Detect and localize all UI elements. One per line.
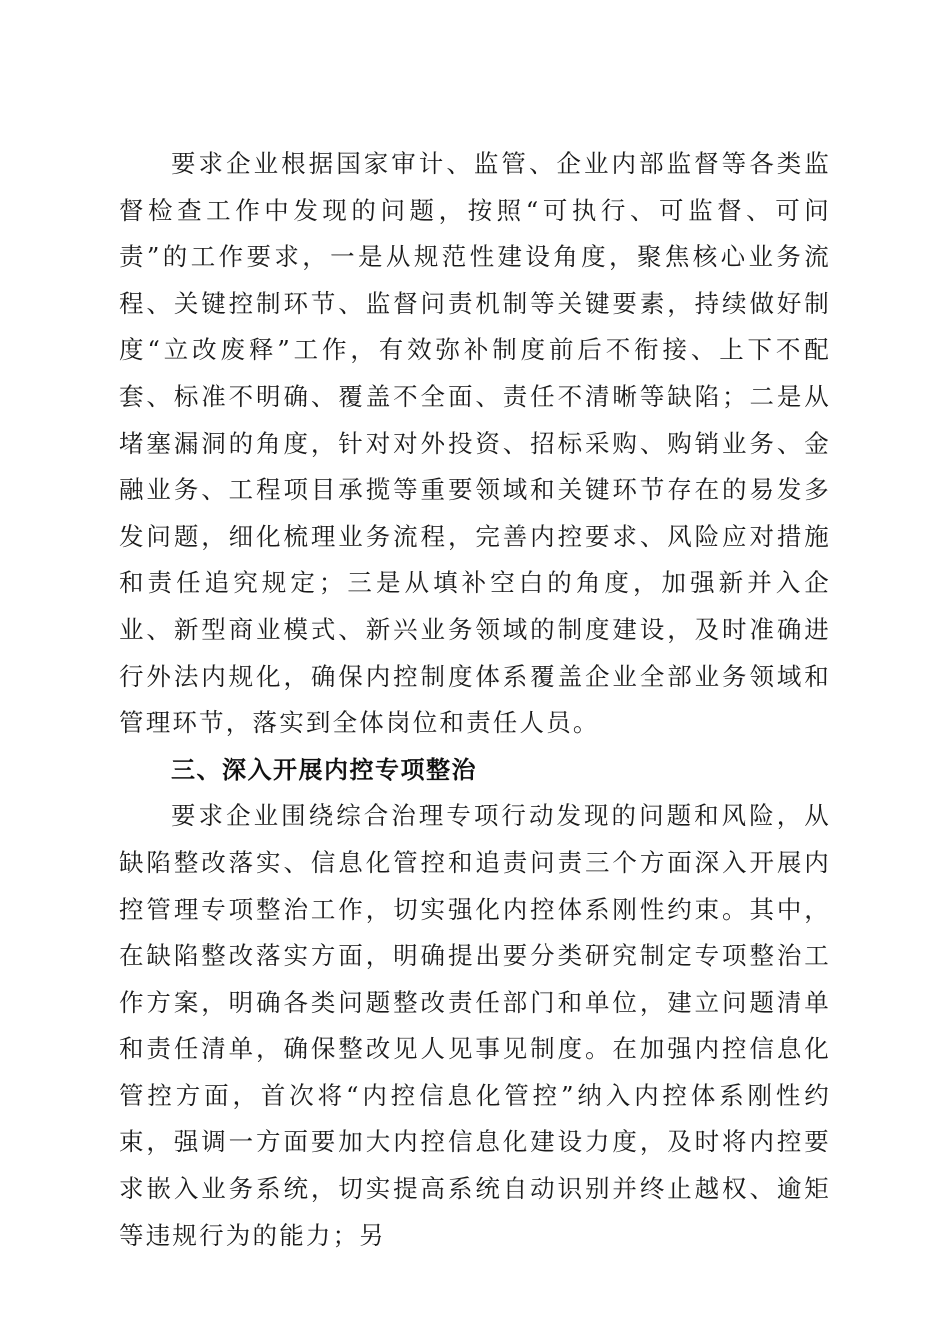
section-heading: 三、深入开展内控专项整治 [171, 755, 477, 784]
body-paragraph: 要求企业围绕综合治理专项行动发现的问题和风险，从缺陷整改落实、信息化管控和追责问责三个方面深入开展内控管理专项整治工作，切实强化内控体系刚性约束。其中，在缺陷整改落实方面，明确提出要分类研究制定专项整治工作方案，明确各类问题整改责任部门和单位，建立问题清单和责任清单，确保整改见人见事见制度。在加强内控信息化管控方面，首次将“内控信息化管控”纳入内控体系刚性约束，强调一方面要加大内控信息化建设力度，及时将内控要求嵌入业务系统，切实提高系统自动识别并终止越权、逾矩等违规行为的能力；另 [119, 801, 831, 1250]
document-body [119, 141, 831, 1259]
body-paragraph: 要求企业根据国家审计、监管、企业内部监督等各类监督检查工作中发现的问题，按照“可执行、可监督、可问责”的工作要求，一是从规范性建设角度，聚焦核心业务流程、关键控制环节、监督问责机制等关键要素，持续做好制度“立改废释”工作，有效弥补制度前后不衔接、上下不配套、标准不明确、覆盖不全面、责任不清晰等缺陷；二是从堵塞漏洞的角度，针对对外投资、招标采购、购销业务、金融业务、工程项目承揽等重要领域和关键环节存在的易发多发问题，细化梳理业务流程，完善内控要求、风险应对措施和责任追究规定；三是从填补空白的角度，加强新并入企业、新型商业模式、新兴业务领域的制度建设，及时准确进行外法内规化，确保内控制度体系覆盖企业全部业务领域和管理环节，落实到全体岗位和责任人员。 [119, 149, 831, 738]
